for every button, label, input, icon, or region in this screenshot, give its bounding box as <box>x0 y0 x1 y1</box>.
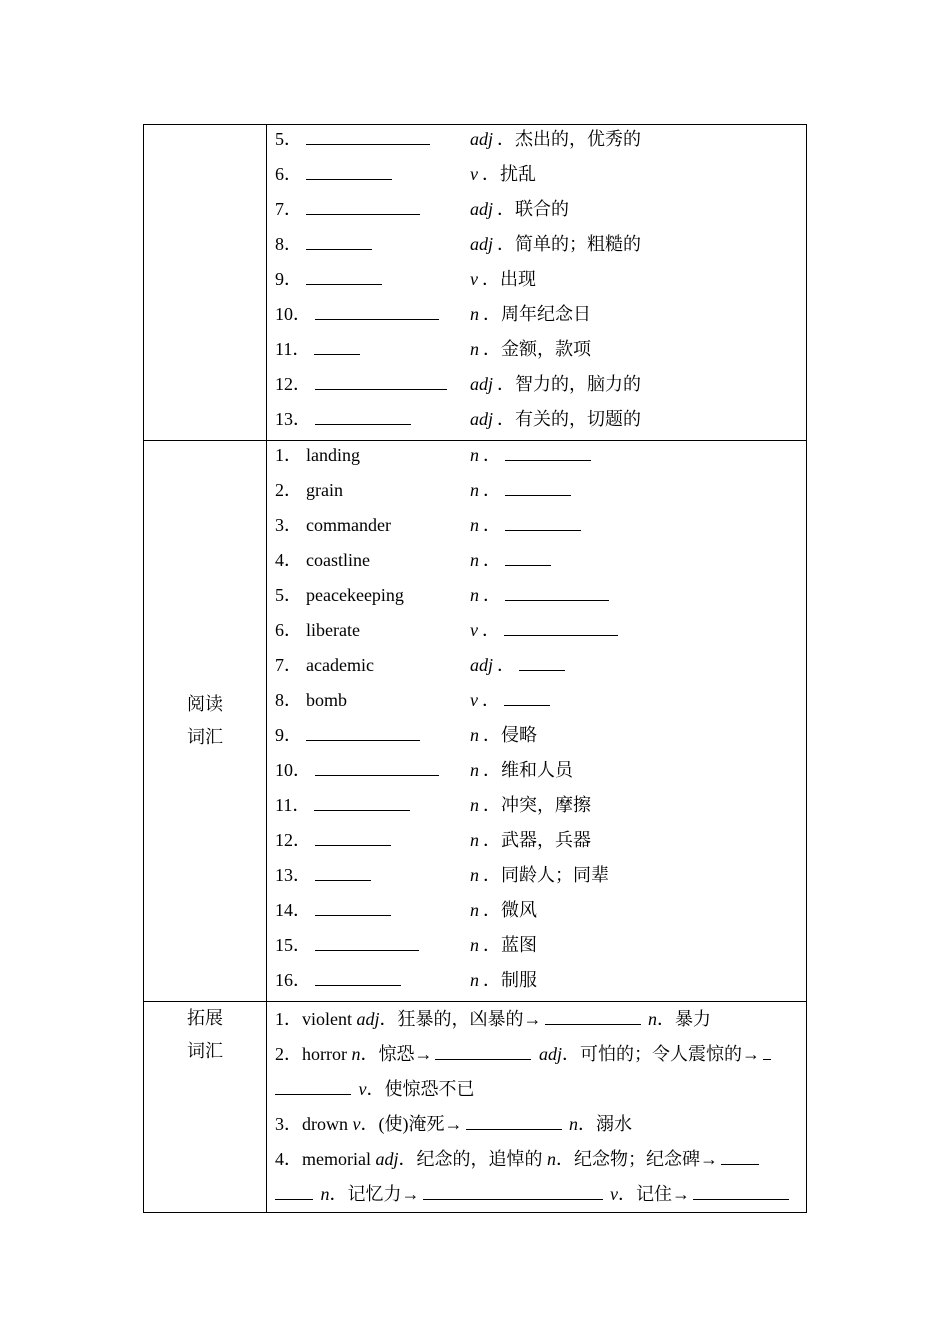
definition <box>470 441 591 469</box>
ext-item-3: 3．drown v．(使)淹死→ n．溺水 <box>275 1107 798 1142</box>
list-item <box>275 861 806 896</box>
meaning-text: 制服 <box>501 970 537 990</box>
dot: ． <box>482 269 500 289</box>
answer-blank[interactable] <box>721 1146 759 1165</box>
answer-blank[interactable] <box>505 512 581 531</box>
answer-blank[interactable] <box>306 126 430 145</box>
item-number: 1． <box>275 445 302 465</box>
definition <box>470 826 591 854</box>
dot: ． <box>497 234 516 254</box>
answer-blank[interactable] <box>315 406 411 425</box>
part-of-speech: adj <box>470 655 494 675</box>
dot: ． <box>483 304 501 324</box>
dot: ． <box>497 129 516 149</box>
list-item <box>275 125 806 160</box>
dot: ． <box>497 199 516 219</box>
list-item <box>275 651 806 686</box>
item-number: 2． <box>275 480 302 500</box>
definition <box>470 300 591 328</box>
english-word: landing <box>306 445 360 465</box>
answer-blank[interactable] <box>306 266 382 285</box>
english-word: coastline <box>306 550 370 570</box>
item-number: 11． <box>275 339 311 359</box>
ext-item-2: 2．horror n．惊恐→ adj．可怕的；令人震惊的→ <box>275 1037 798 1072</box>
item-number: 7． <box>275 199 302 219</box>
dot: ． <box>483 865 501 885</box>
definition <box>470 651 565 679</box>
item-number: 13． <box>275 409 311 429</box>
definition <box>470 230 641 258</box>
part-of-speech: v <box>470 164 478 184</box>
part-of-speech: n <box>470 585 479 605</box>
dot: ． <box>483 480 501 500</box>
answer-blank[interactable] <box>693 1181 789 1200</box>
list-item <box>275 616 806 651</box>
definition <box>470 896 537 924</box>
item-number: 8． <box>275 690 302 710</box>
answer-blank[interactable] <box>314 792 410 811</box>
dot: ． <box>483 830 501 850</box>
list-item <box>275 896 806 931</box>
definition <box>470 581 609 609</box>
part-of-speech: v <box>470 690 478 710</box>
answer-blank[interactable] <box>306 196 420 215</box>
dot: ． <box>483 935 501 955</box>
answer-blank[interactable] <box>315 967 401 986</box>
answer-blank[interactable] <box>306 161 392 180</box>
meaning-text: 周年纪念日 <box>501 304 591 324</box>
reading-label-2: 词汇 <box>187 727 223 747</box>
definition <box>470 265 536 293</box>
list-item <box>275 756 806 791</box>
item-number: 13． <box>275 865 311 885</box>
answer-blank[interactable] <box>505 547 551 566</box>
dot: ． <box>497 409 516 429</box>
dot: ． <box>483 970 501 990</box>
answer-blank[interactable] <box>315 371 447 390</box>
dot: ． <box>483 760 501 780</box>
meanings-cell <box>267 125 807 441</box>
meaning-text: 同龄人；同辈 <box>501 865 609 885</box>
list-item <box>275 405 806 440</box>
definition <box>470 405 641 433</box>
item-number: 5． <box>275 585 302 605</box>
section-row-reading <box>144 441 807 1002</box>
answer-blank[interactable] <box>315 862 371 881</box>
item-number: 8． <box>275 234 302 254</box>
answer-blank[interactable] <box>275 1181 313 1200</box>
dot: ． <box>483 795 501 815</box>
part-of-speech: n <box>470 970 479 990</box>
list-item <box>275 546 806 581</box>
list-item <box>275 335 806 370</box>
answer-blank[interactable] <box>275 1076 351 1095</box>
definition <box>470 125 641 153</box>
meaning-text: 简单的；粗糙的 <box>515 234 642 254</box>
answer-blank[interactable] <box>315 301 439 320</box>
item-number: 12． <box>275 830 311 850</box>
item-number: 10． <box>275 304 311 324</box>
answer-blank[interactable] <box>315 827 391 846</box>
dot: ． <box>483 515 501 535</box>
list-item <box>275 195 806 230</box>
definition <box>470 616 618 644</box>
ext-label-1: 拓展 <box>187 1008 223 1028</box>
answer-blank[interactable] <box>314 336 360 355</box>
dot: ． <box>497 374 516 394</box>
answer-blank[interactable] <box>505 582 609 601</box>
part-of-speech: n <box>470 515 479 535</box>
item-number: 14． <box>275 900 311 920</box>
item-number: 9． <box>275 725 302 745</box>
answer-blank[interactable] <box>545 1006 641 1025</box>
item-number: 3． <box>275 515 302 535</box>
meaning-text: 武器，兵器 <box>501 830 591 850</box>
definition <box>470 370 641 398</box>
answer-blank[interactable] <box>306 722 420 741</box>
reading-words-list <box>267 441 806 721</box>
list-item <box>275 966 806 1001</box>
meaning-text: 维和人员 <box>501 760 573 780</box>
part-of-speech: n <box>470 480 479 500</box>
item-number: 5． <box>275 129 302 149</box>
extension-list <box>267 1002 806 1212</box>
list-item <box>275 511 806 546</box>
list-item <box>275 230 806 265</box>
definition <box>470 791 591 819</box>
english-word: academic <box>306 655 374 675</box>
definition <box>470 931 537 959</box>
section-label-extension <box>144 1002 267 1213</box>
ext-item-2-cont: v．使惊恐不已 <box>275 1072 798 1107</box>
item-number: 7． <box>275 655 302 675</box>
part-of-speech: adj <box>470 199 494 219</box>
sec1-list <box>267 125 806 440</box>
part-of-speech: n <box>470 550 479 570</box>
section-row-meanings <box>144 125 807 441</box>
answer-blank[interactable] <box>519 652 565 671</box>
meaning-text: 杰出的，优秀的 <box>515 129 642 149</box>
part-of-speech: n <box>470 865 479 885</box>
list-item <box>275 300 806 335</box>
section-label-reading <box>144 441 267 1002</box>
extension-cell <box>267 1002 807 1213</box>
list-item <box>275 791 806 826</box>
item-number: 6． <box>275 620 302 640</box>
part-of-speech: n <box>470 760 479 780</box>
dot: ． <box>482 164 500 184</box>
answer-blank[interactable] <box>504 687 550 706</box>
ext-item-4: 4．memorial adj．纪念的，追悼的 n．纪念物；纪念碑→ <box>275 1142 798 1177</box>
definition <box>470 511 581 539</box>
ext-item-1: 1．violent adj．狂暴的，凶暴的→ n．暴力 <box>275 1002 798 1037</box>
definition <box>470 861 609 889</box>
definition <box>470 160 536 188</box>
meaning-text: 智力的，脑力的 <box>515 374 642 394</box>
english-word: liberate <box>306 620 360 640</box>
definition <box>470 195 569 223</box>
answer-blank[interactable] <box>435 1041 531 1060</box>
dot: ． <box>483 725 501 745</box>
definition <box>470 721 537 749</box>
list-item <box>275 476 806 511</box>
answer-blank[interactable] <box>315 897 391 916</box>
list-item <box>275 826 806 861</box>
part-of-speech: v <box>470 269 478 289</box>
english-word: grain <box>306 480 343 500</box>
part-of-speech: v <box>470 620 478 640</box>
item-number: 4． <box>275 550 302 570</box>
part-of-speech: n <box>470 725 479 745</box>
item-number: 9． <box>275 269 302 289</box>
meaning-text: 冲突，摩擦 <box>501 795 591 815</box>
part-of-speech: n <box>470 830 479 850</box>
ext-label-2: 词汇 <box>187 1041 223 1061</box>
meaning-text: 联合的 <box>515 199 570 219</box>
part-of-speech: n <box>470 445 479 465</box>
english-word: bomb <box>306 690 348 710</box>
ext-item-4-cont: n．记忆力→ v．记住→ <box>275 1177 798 1212</box>
list-item <box>275 370 806 405</box>
item-number: 16． <box>275 970 311 990</box>
dot: ． <box>482 690 500 710</box>
list-item <box>275 441 806 476</box>
list-item <box>275 931 806 966</box>
part-of-speech: adj <box>470 234 494 254</box>
dot: ． <box>483 445 501 465</box>
dot: ． <box>482 620 500 640</box>
list-item <box>275 265 806 300</box>
item-number: 6． <box>275 164 302 184</box>
answer-blank[interactable] <box>763 1041 771 1060</box>
part-of-speech: adj <box>470 374 494 394</box>
dot: ． <box>497 655 516 675</box>
list-item <box>275 581 806 616</box>
list-item <box>275 721 806 756</box>
item-number: 11． <box>275 795 311 815</box>
answer-blank[interactable] <box>504 617 618 636</box>
answer-blank[interactable] <box>306 231 372 250</box>
english-word: commander <box>306 515 391 535</box>
definition <box>470 546 551 574</box>
meaning-text: 蓝图 <box>501 935 537 955</box>
item-number: 15． <box>275 935 311 955</box>
answer-blank[interactable] <box>315 932 419 951</box>
part-of-speech: n <box>470 900 479 920</box>
part-of-speech: n <box>470 304 479 324</box>
list-item <box>275 160 806 195</box>
reading-cell <box>267 441 807 1002</box>
item-number: 12． <box>275 374 311 394</box>
item-number: 10． <box>275 760 311 780</box>
dot: ． <box>483 550 501 570</box>
meaning-text: 有关的，切题的 <box>515 409 642 429</box>
dot: ． <box>483 900 501 920</box>
reading-meanings-list <box>267 721 806 1001</box>
dot: ． <box>483 339 501 359</box>
list-item <box>275 686 806 721</box>
section-label-empty <box>144 125 267 441</box>
part-of-speech: adj <box>470 129 494 149</box>
answer-blank[interactable] <box>315 757 439 776</box>
vocabulary-table <box>143 124 807 1213</box>
english-word: peacekeeping <box>306 585 404 605</box>
part-of-speech: n <box>470 339 479 359</box>
meaning-text: 侵略 <box>501 725 537 745</box>
definition <box>470 686 550 714</box>
part-of-speech: n <box>470 935 479 955</box>
answer-blank[interactable] <box>423 1181 603 1200</box>
definition <box>470 756 573 784</box>
definition <box>470 966 537 994</box>
answer-blank[interactable] <box>466 1111 562 1130</box>
part-of-speech: adj <box>470 409 494 429</box>
part-of-speech: n <box>470 795 479 815</box>
meaning-text: 出现 <box>500 269 536 289</box>
answer-blank[interactable] <box>505 477 571 496</box>
meaning-text: 金额，款项 <box>501 339 591 359</box>
definition <box>470 335 591 363</box>
meaning-text: 微风 <box>501 900 537 920</box>
answer-blank[interactable] <box>505 442 591 461</box>
meaning-text: 扰乱 <box>500 164 536 184</box>
section-row-extension <box>144 1002 807 1213</box>
reading-label-1: 阅读 <box>187 694 223 714</box>
dot: ． <box>483 585 501 605</box>
definition <box>470 476 571 504</box>
